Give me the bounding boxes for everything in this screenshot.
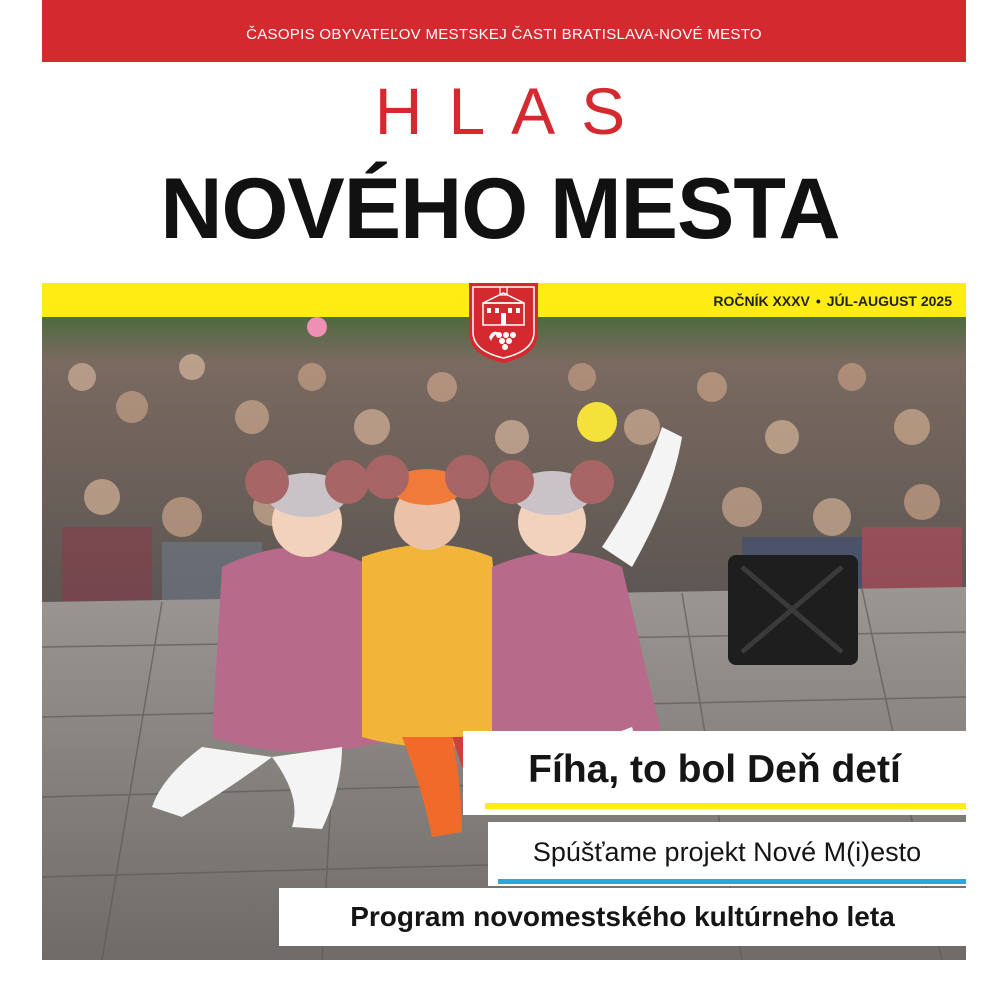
issue-volume: ROČNÍK XXXV xyxy=(713,293,810,309)
headline-secondary[interactable] xyxy=(488,822,966,886)
headline-tertiary-text: Program novomestského kultúrneho leta xyxy=(350,901,895,932)
headline-secondary-underline xyxy=(498,879,966,884)
masthead-top: HLAS xyxy=(374,74,652,148)
headline-main-text: Fíha, to bol Deň detí xyxy=(528,748,901,791)
issue-separator: • xyxy=(815,293,821,309)
magazine-tagline: ČASOPIS OBYVATEĽOV MESTSKEJ ČASTI BRATISLAVA-NOVÉ MESTO xyxy=(246,25,762,43)
top-banner xyxy=(42,0,966,62)
masthead-main: NOVÉHO MESTA xyxy=(160,161,840,257)
headline-secondary-text: Spúšťame projekt Nové M(i)esto xyxy=(532,836,922,867)
headline-tertiary[interactable] xyxy=(279,888,966,946)
headline-main-underline xyxy=(485,803,966,809)
issue-date: JÚL-AUGUST 2025 xyxy=(826,293,952,309)
issue-info xyxy=(713,293,952,309)
headline-main[interactable] xyxy=(463,731,966,815)
coat-of-arms-icon xyxy=(469,283,538,363)
